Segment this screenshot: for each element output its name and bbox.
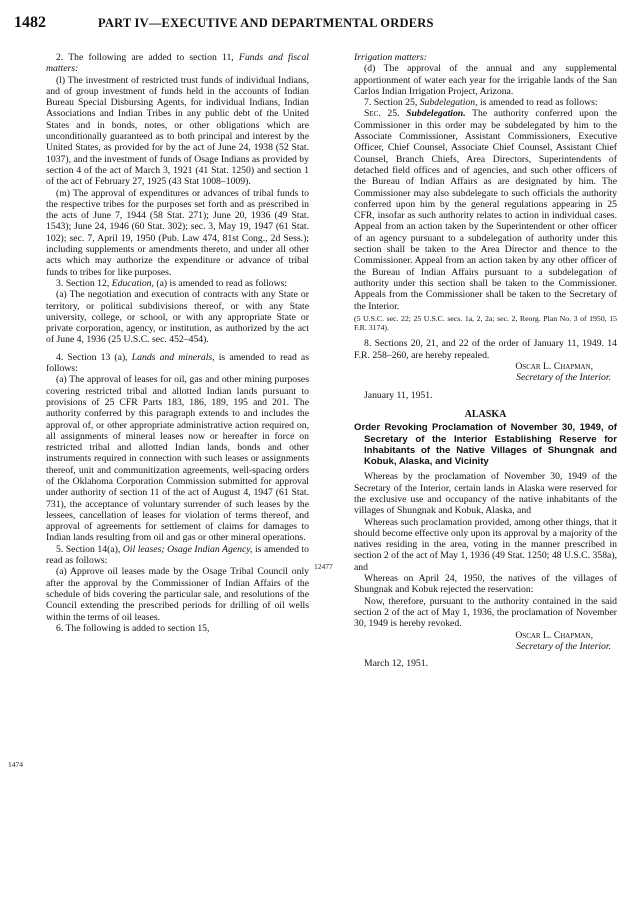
page-header (14, 14, 585, 36)
left-column (46, 52, 309, 634)
order-date: March 12, 1951. (364, 658, 429, 670)
paragraph: (l) The investment of restricted trust funds of individual Indians, and of group investment of funds held in the accounts of Indian Bureau Special Disbursing Agents, for individual Indians, Indian Associations and Indian Tribes in any public debt of the United States and in bonds, notes, or other obligations which are unconditionally guaranteed as to both principal and interest by the United States, as provided for by the act of June 24, 1938 (52 Stat. 1037), and the investment of funds of Osage Indians as provided by section 4 of the act of March 3, 1921 (41 Stat. 1250) and section 1 of the act of February 27, 1925 (43 Stat 1008–1009). (46, 74, 309, 188)
section-25-paragraph: Sec. 25. Subdelegation. The authority conferred upon the Commissioner in this order may be subdelegated by him to the Associate Commissioner, Assistant Commissioners, Executive Officer, Chief Counsel, Associate Chief Counsel, Assistant Chief Counsel, Branch Chiefs, Area Directors, Superintendents of detached field offices and of agencies, and such other officers of the Bureau of Indian Affairs as are designated by him. The Commissioner may also subdelegate to such officials the authority conferred upon him by the general regulations appearing in 25 CFR, insofar as such authority relates to action in individual cases. Appeal from an action taken by the Superintendent or other officer of an agency pursuant to a subdelegation of authority under this section shall be taken to the Area Director and thence to the Commissioner. Appeal from an action taken by any other officer of the Bureau of Indian Affairs pursuant to a subdelegation of authority under this section shall be taken to the Commissioner. Appeals from the Commissioner shall be taken to the Secretary of the Interior. (354, 108, 617, 312)
margin-reference-right: 12477 (314, 562, 333, 571)
paragraph: Irrigation matters: (354, 52, 427, 63)
order-date: January 11, 1951. (364, 389, 433, 401)
paragraph: Whereas on April 24, 1950, the natives of the villages of Shungnak and Kobuk rejected the reservation: (354, 573, 617, 596)
paragraph: 3. Section 12, Education, (a) is amended to read as follows: (56, 277, 288, 289)
order-title: Order Revoking Proclamation of November 30, 1949, of Secretary of the Interior Establishing Reserve for Inhabitants of the Native Villages of Shungnak and Kobuk, Alaska, and Vicinity (354, 422, 617, 468)
paragraph: (a) The negotiation and execution of contracts with any State or territory, or political subdivisions thereof, or with any State university, college, or school, or with any appropriate State or private corporation, agency, or institution, as authorized by the act of June 4, 1936 (25 U.S.C. sec. 452–454). (46, 289, 309, 346)
paragraph: 7. Section 25, Subdelegation, is amended to read as follows: (364, 97, 598, 109)
paragraph: (a) The approval of leases for oil, gas and other mining purposes covering restricted tribal and allotted Indian lands pursuant to provisions of 25 CFR Parts 183, 186, 189, 195 and 201. The authority conferred by this paragraph extends to and includes the approval of, or other appropriate administrative action required on, all assignments of mineral leases now or hereafter in force on restricted tribal and allotted Indian lands, bonds and other instruments required in connection with such leases or assignments thereof, unit and communitization agreements, well-spacing orders of the Oklahoma Corporation Commission submitted for approval under authority of section 11 of the act of August 4, 1947 (61 Stat. 731), the acceptance of voluntary surrender of such leases by the lessees, cancellation of leases for violation of terms thereof, and approval of agreements for settlement of claims for damages to Indian lands resulting from oil and gas or other mineral operations. (46, 374, 309, 544)
paragraph: (m) The approval of expenditures or advances of tribal funds to the respective tribes for the purposes set forth and as prescribed in the acts of June 7, 1944 (58 Stat. 271); June 20, 1936 (49 Stat. 1543); June 24, 1946 (60 Stat. 302); sec. 3, May 19, 1947 (61 Stat. 102); sec. 7, April 19, 1950 (Pub. Law 474, 81st Cong., 2d Sess.); including supplements or amendments thereto, and under all other acts which may authorize the expenditure or advance of tribal funds to tribes for like purposes. (46, 187, 309, 278)
signatory-name: Oscar L. Chapman, (515, 629, 593, 641)
signature-block (354, 361, 617, 384)
signatory-title: Secretary of the Interior. (516, 640, 611, 652)
paragraph: 2. The following are added to section 11, Funds and fiscal matters: (46, 52, 309, 75)
paragraph: (d) The approval of the annual and any supplemental apportionment of water each year for the irrigable lands of the San Carlos Indian Irrigation Project, Arizona. (354, 63, 617, 97)
citation: (5 U.S.C. sec. 22; 25 U.S.C. secs. 1a, 2, 2a; sec. 2, Reorg. Plan No. 3 of 1950, 15 F.R. 3174). (354, 313, 617, 333)
paragraph: (a) Approve oil leases made by the Osage Tribal Council only after the approval by the Commissioner of Indian Affairs of the schedule of bids covering the particular sale, and resolutions of the Council extending the prescribed periods for drilling of oil wells within the terms of oil leases. (46, 566, 309, 623)
margin-reference-left: 1474 (8, 760, 23, 769)
signatory-title: Secretary of the Interior. (516, 372, 611, 384)
paragraph: 4. Section 13 (a), Lands and minerals, is amended to read as follows: (46, 351, 309, 375)
running-title: PART IV—EXECUTIVE AND DEPARTMENTAL ORDERS (98, 16, 434, 30)
paragraph: Now, therefore, pursuant to the authority contained in the said section 2 of the act of May 1, 1936, the proclamation of November 30, 1949 is hereby revoked. (354, 595, 617, 630)
paragraph: Whereas by the proclamation of November 30, 1949 of the Secretary of the Interior, certain lands in Alaska were reserved for the exclusive use and occupancy of the native inhabitants of the villages of Shungnak and Kobuk, Alaska, and (354, 471, 617, 517)
paragraph: Whereas such proclamation provided, among other things, that it should become effective only upon its approval by a majority of the natives residing in the area, voting in the manner prescribed in section 2 of the act of May 1, 1936 (49 Stat. 1250; 48 U.S.C. 358a), and (354, 516, 617, 573)
paragraph: 6. The following is added to section 15, (56, 622, 210, 634)
section-heading: ALASKA (464, 408, 507, 420)
page-number: 1482 (14, 14, 46, 31)
paragraph: 8. Sections 20, 21, and 22 of the order of January 11, 1949. 14 F.R. 258–260, are hereby repealed. (354, 338, 617, 361)
signatory-name: Oscar L. Chapman, (515, 361, 593, 373)
right-column (354, 52, 617, 677)
paragraph: 5. Section 14(a), Oil leases; Osage Indian Agency, is amended to read as follows: (46, 543, 310, 567)
signature-block (354, 630, 617, 653)
